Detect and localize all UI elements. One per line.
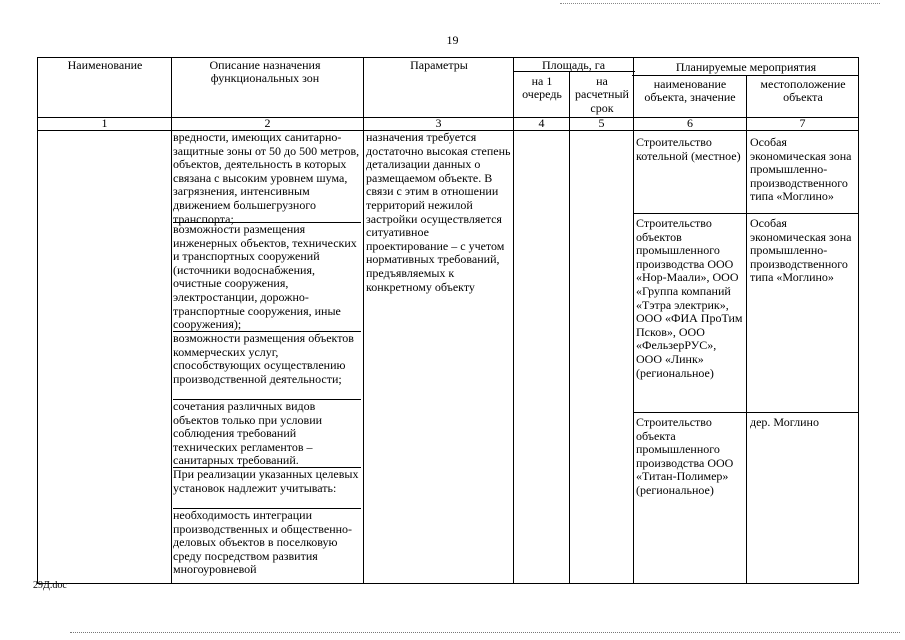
measure-location: дер. Моглино [750,415,819,429]
page-number: 19 [446,33,459,47]
column-number: 6 [687,116,693,130]
scan-artifact-top [560,3,880,4]
header-parameters: Параметры [410,58,468,72]
rule-col-6 [633,57,634,584]
column-number: 4 [538,116,545,130]
column-number: 1 [101,116,108,130]
rule-left [37,57,38,584]
description-item: возможности размещения объектов коммерческих услуг, способствующих осуществлению производственной деятельности; [173,332,361,400]
rule-col-5 [569,71,570,584]
measure-location: Особая экономическая зона промышленно-производственного типа «Моглино» [750,216,852,285]
measure-name: Строительство котельной (местное) [636,135,741,163]
description-cell [173,131,361,577]
description-item: необходимость интеграции производственных и общественно-деловых объектов в поселковую среду посредством развития многоуровневой [173,508,353,577]
file-name: 29Д.doc [33,580,67,591]
description-item: При реализации указанных целевых установок надлежит учитывать: [173,468,361,509]
description-item: сочетания различных видов объектов только при условии соблюдения требований технических регламентов – санитарных требований. [173,400,361,468]
rule-bottom [37,583,859,584]
measure-location: Особая экономическая зона промышленно-производственного типа «Моглино» [750,135,852,204]
column-number: 7 [799,116,806,130]
rule-col-2 [171,57,172,584]
column-number: 2 [264,116,271,130]
header-area-calc: на расчетный срок [575,74,629,115]
rule-right [858,57,859,584]
header-area: Площадь, га [541,58,606,72]
header-name: Наименование [67,58,143,72]
description-item: возможности размещения инженерных объектов, технических и транспортных сооружений (источники водоснабжения, очистные сооружения, электростанции, дорожно-транспортные сооружения, иные сооружения); [173,223,361,332]
measure-name: Строительство объекта промышленного производства ООО «Титан-Полимер» (региональное) [636,415,734,497]
header-area-stage1: на 1 очередь [522,74,562,102]
rule-col-7 [746,75,747,584]
header-planned-location: местоположение объекта [760,77,846,105]
header-planned-name: наименование объекта, значение [644,77,736,105]
rule-col-4 [513,57,514,584]
column-number: 3 [435,116,442,130]
header-description: Описание назначения функциональных зон [209,58,321,86]
column-number: 5 [598,116,605,130]
description-item: вредности, имеющих санитарно-защитные зоны от 50 до 500 метров, объектов, деятельность в которых связана с высоким уровнем шума, загрязнения, интенсивным движением большегрузного транспорта; [173,130,360,226]
measure-name: Строительство объектов промышленного производства ООО «Нор-Маали», ООО «Группа компаний «Тэтра электрик», ООО «ФИА ПроТим Псков», ООО «ФельзерРУС», ООО «Линк» (региональное) [636,216,743,380]
scan-artifact-bottom [70,632,900,633]
header-planned: Планируемые мероприятия [675,60,817,74]
rule-col-3 [363,57,364,584]
parameters-cell: назначения требуется достаточно высокая степень детализации данных о размещаемом объекте. В связи с этим в отношении территорий нежилой застройки осуществляется ситуативное проектирование – с учетом нормативных требований, предъявляемых к конкретному объекту [366,130,511,294]
